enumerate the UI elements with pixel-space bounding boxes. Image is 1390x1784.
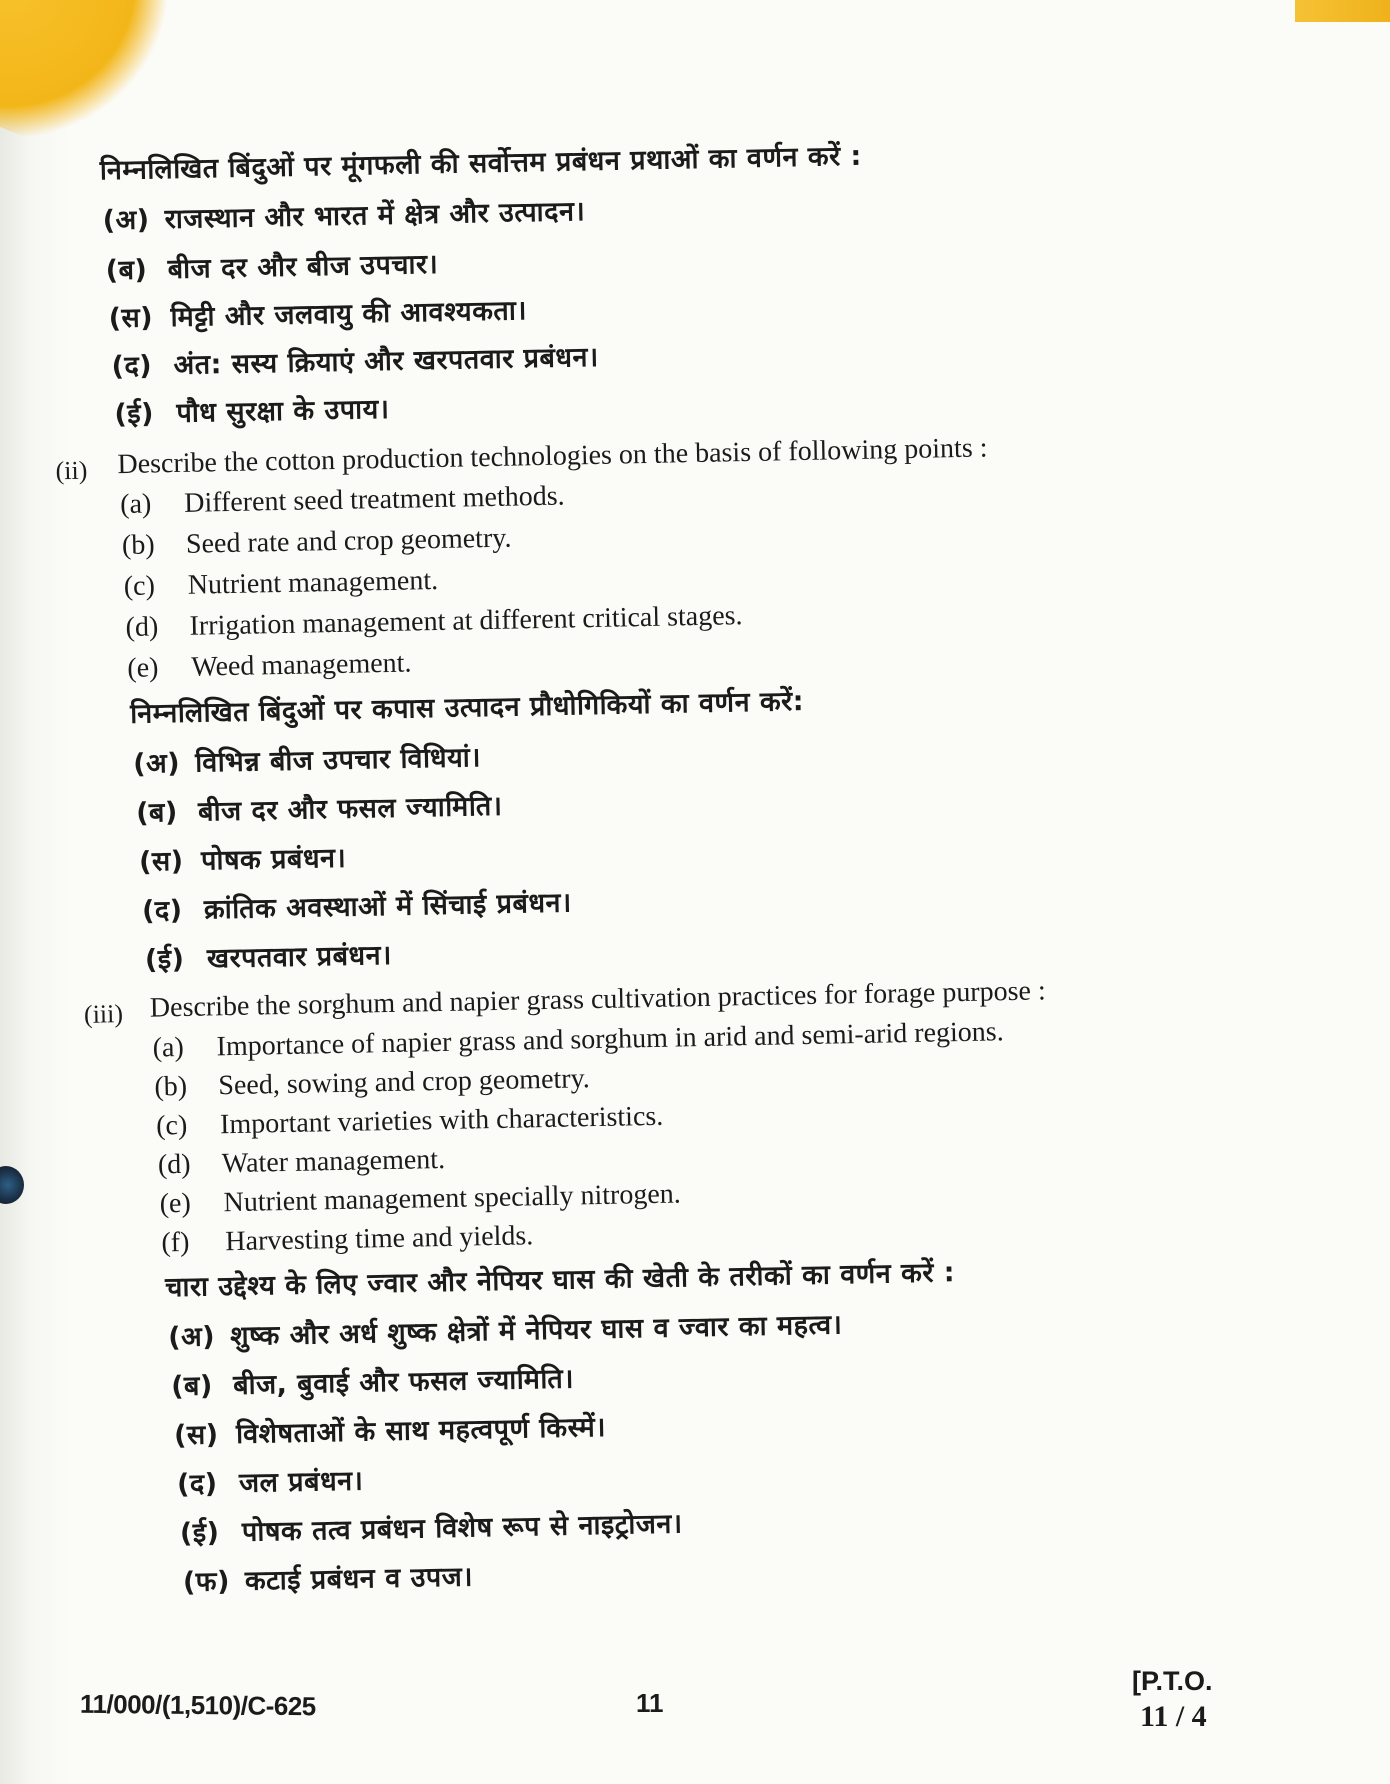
item-marker: (स)	[108, 302, 154, 335]
q2-number: (ii)	[55, 455, 88, 486]
item-marker: (c)	[123, 570, 156, 603]
item-text: Nutrient management.	[187, 564, 439, 601]
item-text: Harvesting time and yields.	[225, 1220, 534, 1258]
q3-english-item-b	[154, 1065, 590, 1101]
q2-english-intro: Describe the cotton production technologies on the basis of following points :	[117, 432, 988, 481]
item-text: विभिन्न बीज उपचार विधियां।	[194, 742, 482, 779]
item-text: शुष्क और अर्ध शुष्क क्षेत्रों में नेपियर घास व ज्वार का महत्व।	[229, 1309, 843, 1353]
item-marker: (अ)	[167, 1321, 216, 1354]
item-marker: (e)	[127, 652, 159, 684]
item-marker: (e)	[159, 1187, 192, 1220]
item-text: बीज, बुवाई और फसल ज्यामिति।	[232, 1363, 575, 1402]
item-text: अंत: सस्य क्रियाएं और खरपतवार प्रबंधन।	[173, 341, 600, 382]
item-text: Nutrient management specially nitrogen.	[223, 1178, 682, 1219]
item-marker: (स)	[173, 1419, 219, 1452]
q3-english-intro: Describe the sorghum and napier grass cultivation practices for forage purpose :	[149, 975, 1046, 1024]
item-text: खरपतवार प्रबंधन।	[206, 939, 393, 975]
item-marker: (b)	[121, 529, 155, 562]
item-marker: (ब)	[105, 254, 148, 287]
item-marker: (ई)	[144, 943, 185, 976]
q2-hindi-item-a	[133, 744, 481, 778]
item-text: Seed rate and crop geometry.	[185, 522, 512, 560]
q2-english-item-d	[125, 602, 742, 642]
item-marker: (d)	[125, 611, 159, 643]
q2-english-item-b	[121, 522, 512, 562]
item-text: Water management.	[221, 1143, 446, 1180]
q3-hindi-item-c	[173, 1411, 607, 1452]
item-marker: (a)	[152, 1031, 185, 1064]
item-marker: (ब)	[135, 797, 179, 829]
q3-hindi-item-a	[167, 1309, 843, 1354]
q3-hindi-item-f	[182, 1561, 474, 1599]
paper-code: 11/000/(1,510)/C-625	[79, 1688, 316, 1722]
item-marker: (स)	[138, 845, 184, 878]
q3-english-item-f	[161, 1222, 533, 1257]
item-text: जल प्रबंधन।	[238, 1465, 364, 1499]
page-number: 11	[636, 1688, 664, 1718]
q3-hindi-item-d	[176, 1465, 364, 1501]
q1-hindi-item-c	[108, 295, 528, 335]
item-text: पोषक प्रबंधन।	[200, 842, 347, 877]
item-marker: (b)	[154, 1070, 188, 1103]
item-text: बीज दर और फसल ज्यामिति।	[197, 790, 503, 828]
q2-english-item-a	[119, 480, 565, 521]
q2-hindi-item-e	[144, 939, 393, 976]
item-text: मिट्टी और जलवायु की आवश्यकता।	[170, 295, 528, 334]
item-text: Irrigation management at different critical stages.	[189, 600, 743, 642]
item-marker: (ई)	[114, 398, 155, 431]
item-text: विशेषताओं के साथ महत्वपूर्ण किस्में।	[235, 1411, 607, 1451]
item-text: Importance of napier grass and sorghum in arid and semi-arid regions.	[216, 1016, 1004, 1063]
item-marker: (ब)	[170, 1370, 214, 1403]
item-text: राजस्थान और भारत में क्षेत्र और उत्पादन।	[164, 196, 586, 236]
item-marker: (a)	[119, 488, 152, 521]
q2-english-item-c	[123, 564, 439, 603]
q3-english-item-d	[157, 1143, 446, 1181]
q1-hindi-item-b	[105, 248, 439, 287]
item-text: Important varieties with characteristics.	[219, 1100, 664, 1141]
q1-hindi-item-a	[102, 196, 586, 237]
item-text: पोषक तत्व प्रबंधन विशेष रूप से नाइट्रोजन।	[241, 1508, 683, 1548]
item-text: कटाई प्रबंधन व उपज।	[244, 1561, 474, 1597]
q2-hindi-item-c	[138, 842, 347, 878]
item-marker: (द)	[176, 1468, 218, 1501]
q3-hindi-intro: चारा उद्देश्य के लिए ज्वार और नेपियर घास की खेती के तरीकों का वर्णन करें :	[164, 1257, 956, 1304]
item-marker: (द)	[141, 894, 183, 927]
q1-hindi-intro: निम्नलिखित बिंदुओं पर मूंगफली की सर्वोत्तम प्रबंधन प्रथाओं का वर्णन करें :	[99, 140, 863, 187]
item-text: Weed management.	[191, 647, 412, 683]
item-text: क्रांतिक अवस्थाओं में सिंचाई प्रबंधन।	[203, 887, 573, 926]
item-marker: (c)	[155, 1109, 188, 1142]
item-text: Different seed treatment methods.	[183, 480, 565, 519]
q3-english-item-e	[159, 1180, 681, 1218]
q2-hindi-intro: निम्नलिखित बिंदुओं पर कपास उत्पादन प्रौधोगिकियों का वर्णन करें:	[129, 685, 805, 730]
q2-english-item-e	[127, 647, 412, 684]
q3-hindi-item-e	[179, 1508, 683, 1550]
item-marker: (ई)	[179, 1517, 220, 1550]
q2-hindi-item-b	[135, 790, 503, 829]
q1-hindi-item-d	[111, 341, 600, 383]
pto-marker: [P.T.O.	[1132, 1666, 1213, 1696]
q2-hindi-item-d	[141, 887, 573, 927]
item-text: बीज दर और बीज उपचार।	[167, 248, 439, 286]
item-marker: (अ)	[132, 747, 181, 780]
item-marker: (फ)	[182, 1566, 231, 1599]
item-text: Seed, sowing and crop geometry.	[218, 1063, 591, 1102]
q3-english-item-c	[155, 1100, 664, 1142]
item-marker: (d)	[157, 1148, 191, 1181]
q3-number: (iii)	[83, 999, 124, 1029]
item-marker: (अ)	[102, 204, 150, 237]
sheet-number: 11 / 4	[1140, 1700, 1207, 1733]
q3-english-item-a	[152, 1018, 1004, 1062]
item-text: पौध सुरक्षा के उपाय।	[176, 393, 390, 429]
item-marker: (f)	[161, 1226, 190, 1259]
q1-hindi-item-e	[114, 393, 390, 431]
q3-hindi-item-b	[170, 1363, 575, 1403]
item-marker: (द)	[111, 350, 153, 383]
